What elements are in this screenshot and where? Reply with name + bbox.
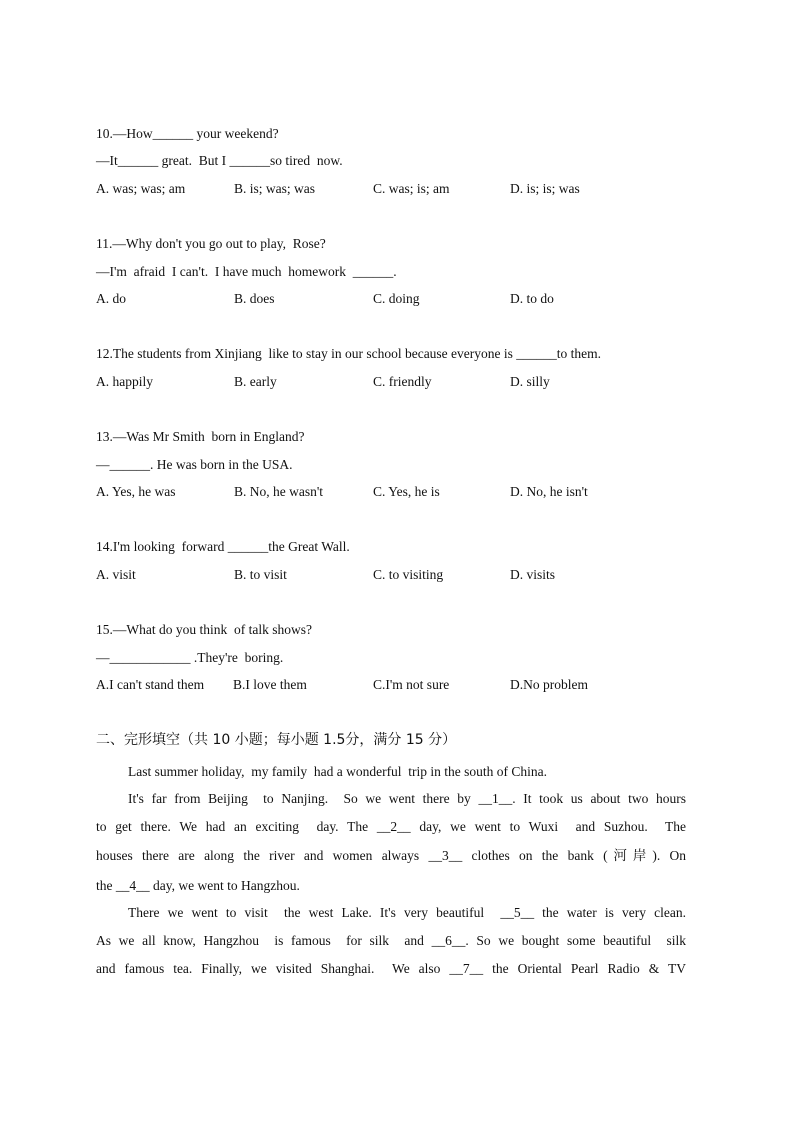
question-13-options [96,484,696,500]
question-15-line-1: 15.—What do you think of talk shows? [96,622,312,637]
question-13-line-1: 13.—Was Mr Smith born in England? [96,429,305,444]
question-12-options [96,374,696,390]
passage-line-7: As we all know, Hangzhou is famous for silk and __6__. So we bought some beautiful silk [96,933,686,948]
passage-line-6: There we went to visit the west Lake. It's very beautiful __5__ the water is very clean. [128,905,686,920]
question-15-line-2: —____________ .They're boring. [96,650,284,665]
option-b: B. early [234,374,277,389]
passage-line-5: the __4__ day, we went to Hangzhou. [96,878,300,893]
section-2-heading: 二、完形填空（共 10 小题；每小题 1.5分，满分 15 分） [96,732,457,748]
option-c: C.I'm not sure [373,677,450,692]
question-14-line-1: 14.I'm looking forward ______the Great Wall. [96,539,350,554]
question-10-options [96,181,696,197]
option-a: A. Yes, he was [96,484,176,499]
question-13-line-2: —______. He was born in the USA. [96,457,293,472]
option-a: A. happily [96,374,153,389]
option-c: C. friendly [373,374,432,389]
option-d: D. visits [510,567,556,582]
passage-line-8: and famous tea. Finally, we visited Shanghai. We also __7__ the Oriental Pearl Radio & TV [96,961,686,976]
option-a: A. visit [96,567,136,582]
option-b: B.I love them [233,677,307,692]
question-10-line-1: 10.—How______ your weekend? [96,126,279,141]
question-12-line-1: 12.The students from Xinjiang like to stay in our school because everyone is ______to them. [96,346,602,361]
question-15-options [96,677,696,693]
question-11-options [96,291,696,307]
option-c: C. was; is; am [373,181,450,196]
question-11-line-1: 11.—Why don't you go out to play, Rose? [96,236,326,251]
option-b: B. is; was; was [234,181,315,196]
passage-line-2: It's far from Beijing to Nanjing. So we went there by __1__. It took us about two hours [128,791,686,806]
option-c: C. to visiting [373,567,444,582]
option-d: D. to do [510,291,554,306]
option-d: D. No, he isn't [510,484,588,499]
option-d: D. is; is; was [510,181,580,196]
option-d: D. silly [510,374,550,389]
option-d: D.No problem [510,677,588,692]
option-b: B. does [234,291,275,306]
option-b: B. to visit [234,567,287,582]
question-10-line-2: —It______ great. But I ______so tired now. [96,153,343,168]
option-a: A.I can't stand them [96,677,205,692]
question-11-line-2: —I'm afraid I can't. I have much homework ______. [96,264,397,279]
passage-line-1: Last summer holiday, my family had a wonderful trip in the south of China. [128,764,548,779]
option-a: A. was; was; am [96,181,186,196]
passage-line-4: houses there are along the river and women always __3__ clothes on the bank (河岸). On [96,848,686,863]
option-b: B. No, he wasn't [234,484,324,499]
option-a: A. do [96,291,126,306]
passage-line-3: to get there. We had an exciting day. The __2__ day, we went to Wuxi and Suzhou. The [96,819,686,834]
question-14-options [96,567,696,583]
option-c: C. doing [373,291,420,306]
option-c: C. Yes, he is [373,484,440,499]
